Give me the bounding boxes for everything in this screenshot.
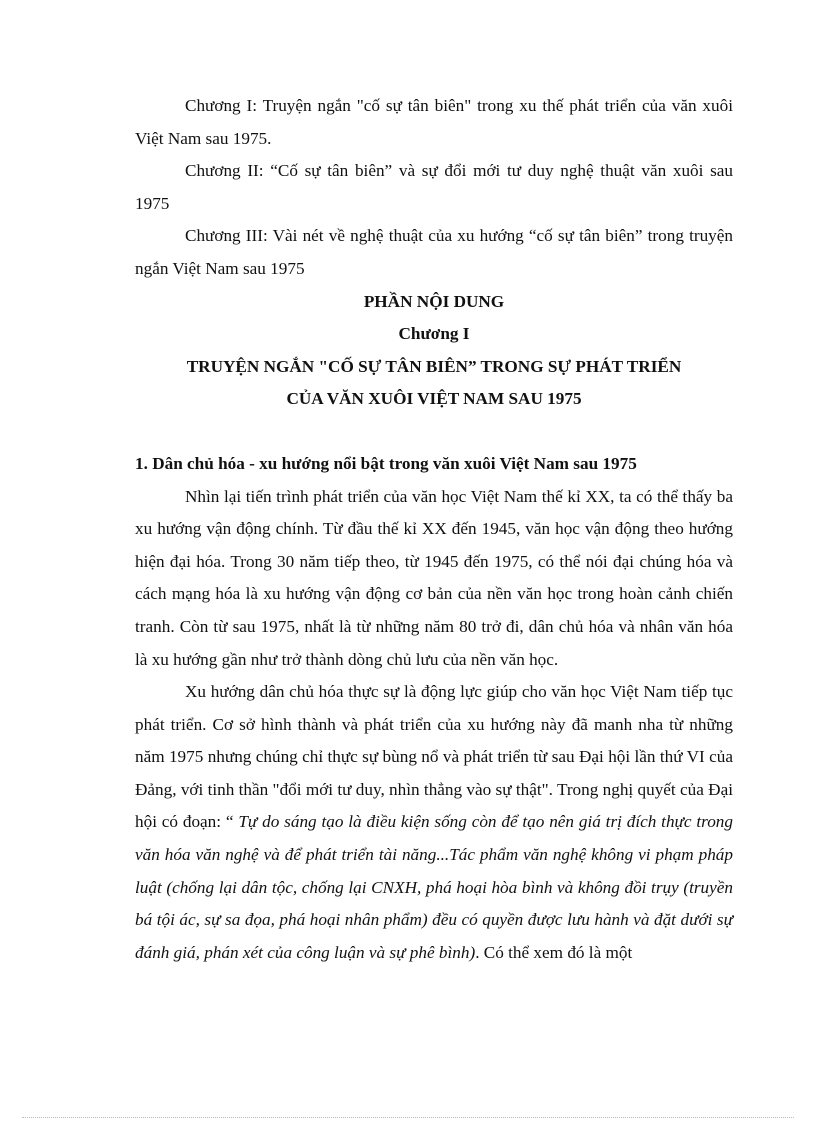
part-heading: PHẦN NỘI DUNG — [363, 291, 505, 311]
chapter-title-line-2: CỦA VĂN XUÔI VIỆT NAM SAU 1975 — [286, 389, 582, 409]
intro-chapter-2: Chương II: “Cố sự tân biên” và sự đổi mới tư duy nghệ thuật văn xuôi sau 1975 — [135, 161, 733, 213]
intro-chapter-1: Chương I: Truyện ngắn "cố sự tân biên" trong xu thế phát triển của văn xuôi Việt Nam sau 1975. — [135, 96, 733, 148]
paragraph-2-continuation: . Có thể xem đó là một — [475, 942, 633, 962]
resolution-quote: Tự do sáng tạo là điều kiện sống còn để tạo nên giá trị đích thực trong văn hóa văn nghệ và để phát triển tài năng...Tác phẩm văn nghệ không vi phạm pháp luật (chống lại dân tộc, chống lại CNXH, phá hoại hòa bình và không đồi trụy (truyền bá tội ác, sự sa đọa, phá hoại nhân phẩm) đều có quyền được lưu hành và đặt dưới sự đánh giá, phán xét của công luận và sự phê bình) — [135, 812, 733, 962]
body-paragraph-2 — [135, 676, 733, 969]
intro-chapter-3: Chương III: Vài nét về nghệ thuật của xu hướng “cố sự tân biên” trong truyện ngắn Việt Nam sau 1975 — [135, 226, 733, 278]
section-heading: 1. Dân chủ hóa - xu hướng nổi bật trong văn xuôi Việt Nam sau 1975 — [135, 453, 637, 473]
paragraph-2-text: Xu hướng dân chủ hóa thực sự là động lực giúp cho văn học Việt Nam tiếp tục phát triển. Cơ sở hình thành và phát triển của xu hướng này đã manh nha từ những năm 1975 nhưng chúng chỉ thực sự bùng nổ và phát triển từ sau Đại hội lần thứ VI của Đảng, với tinh thần "đổi mới tư duy, nhìn thẳng vào sự thật". Trong nghị quyết của Đại hội có đoạn: “ — [135, 682, 733, 832]
chapter-heading-block — [135, 286, 733, 416]
body-paragraph-1: Nhìn lại tiến trình phát triển của văn học Việt Nam thế kỉ XX, ta có thể thấy ba xu hướng vận động chính. Từ đầu thế kỉ XX đến 1945, văn học vận động theo hướng hiện đại hóa. Trong 30 năm tiếp theo, từ 1945 đến 1975, có thể nói đại chúng hóa và cách mạng hóa là xu hướng vận động cơ bản của nền văn học trong hoàn cảnh chiến tranh. Còn từ sau 1975, nhất là từ những năm 80 trở đi, dân chủ hóa và nhân văn hóa là xu hướng gần như trở thành dòng chủ lưu của nền văn học. — [135, 486, 733, 669]
chapter-heading: Chương I — [398, 324, 470, 344]
chapter-title-line-1: TRUYỆN NGẮN "CỐ SỰ TÂN BIÊN” TRONG SỰ PHÁT TRIỂN — [186, 356, 682, 376]
page-bottom-divider — [22, 1117, 794, 1118]
page-content — [135, 90, 733, 969]
